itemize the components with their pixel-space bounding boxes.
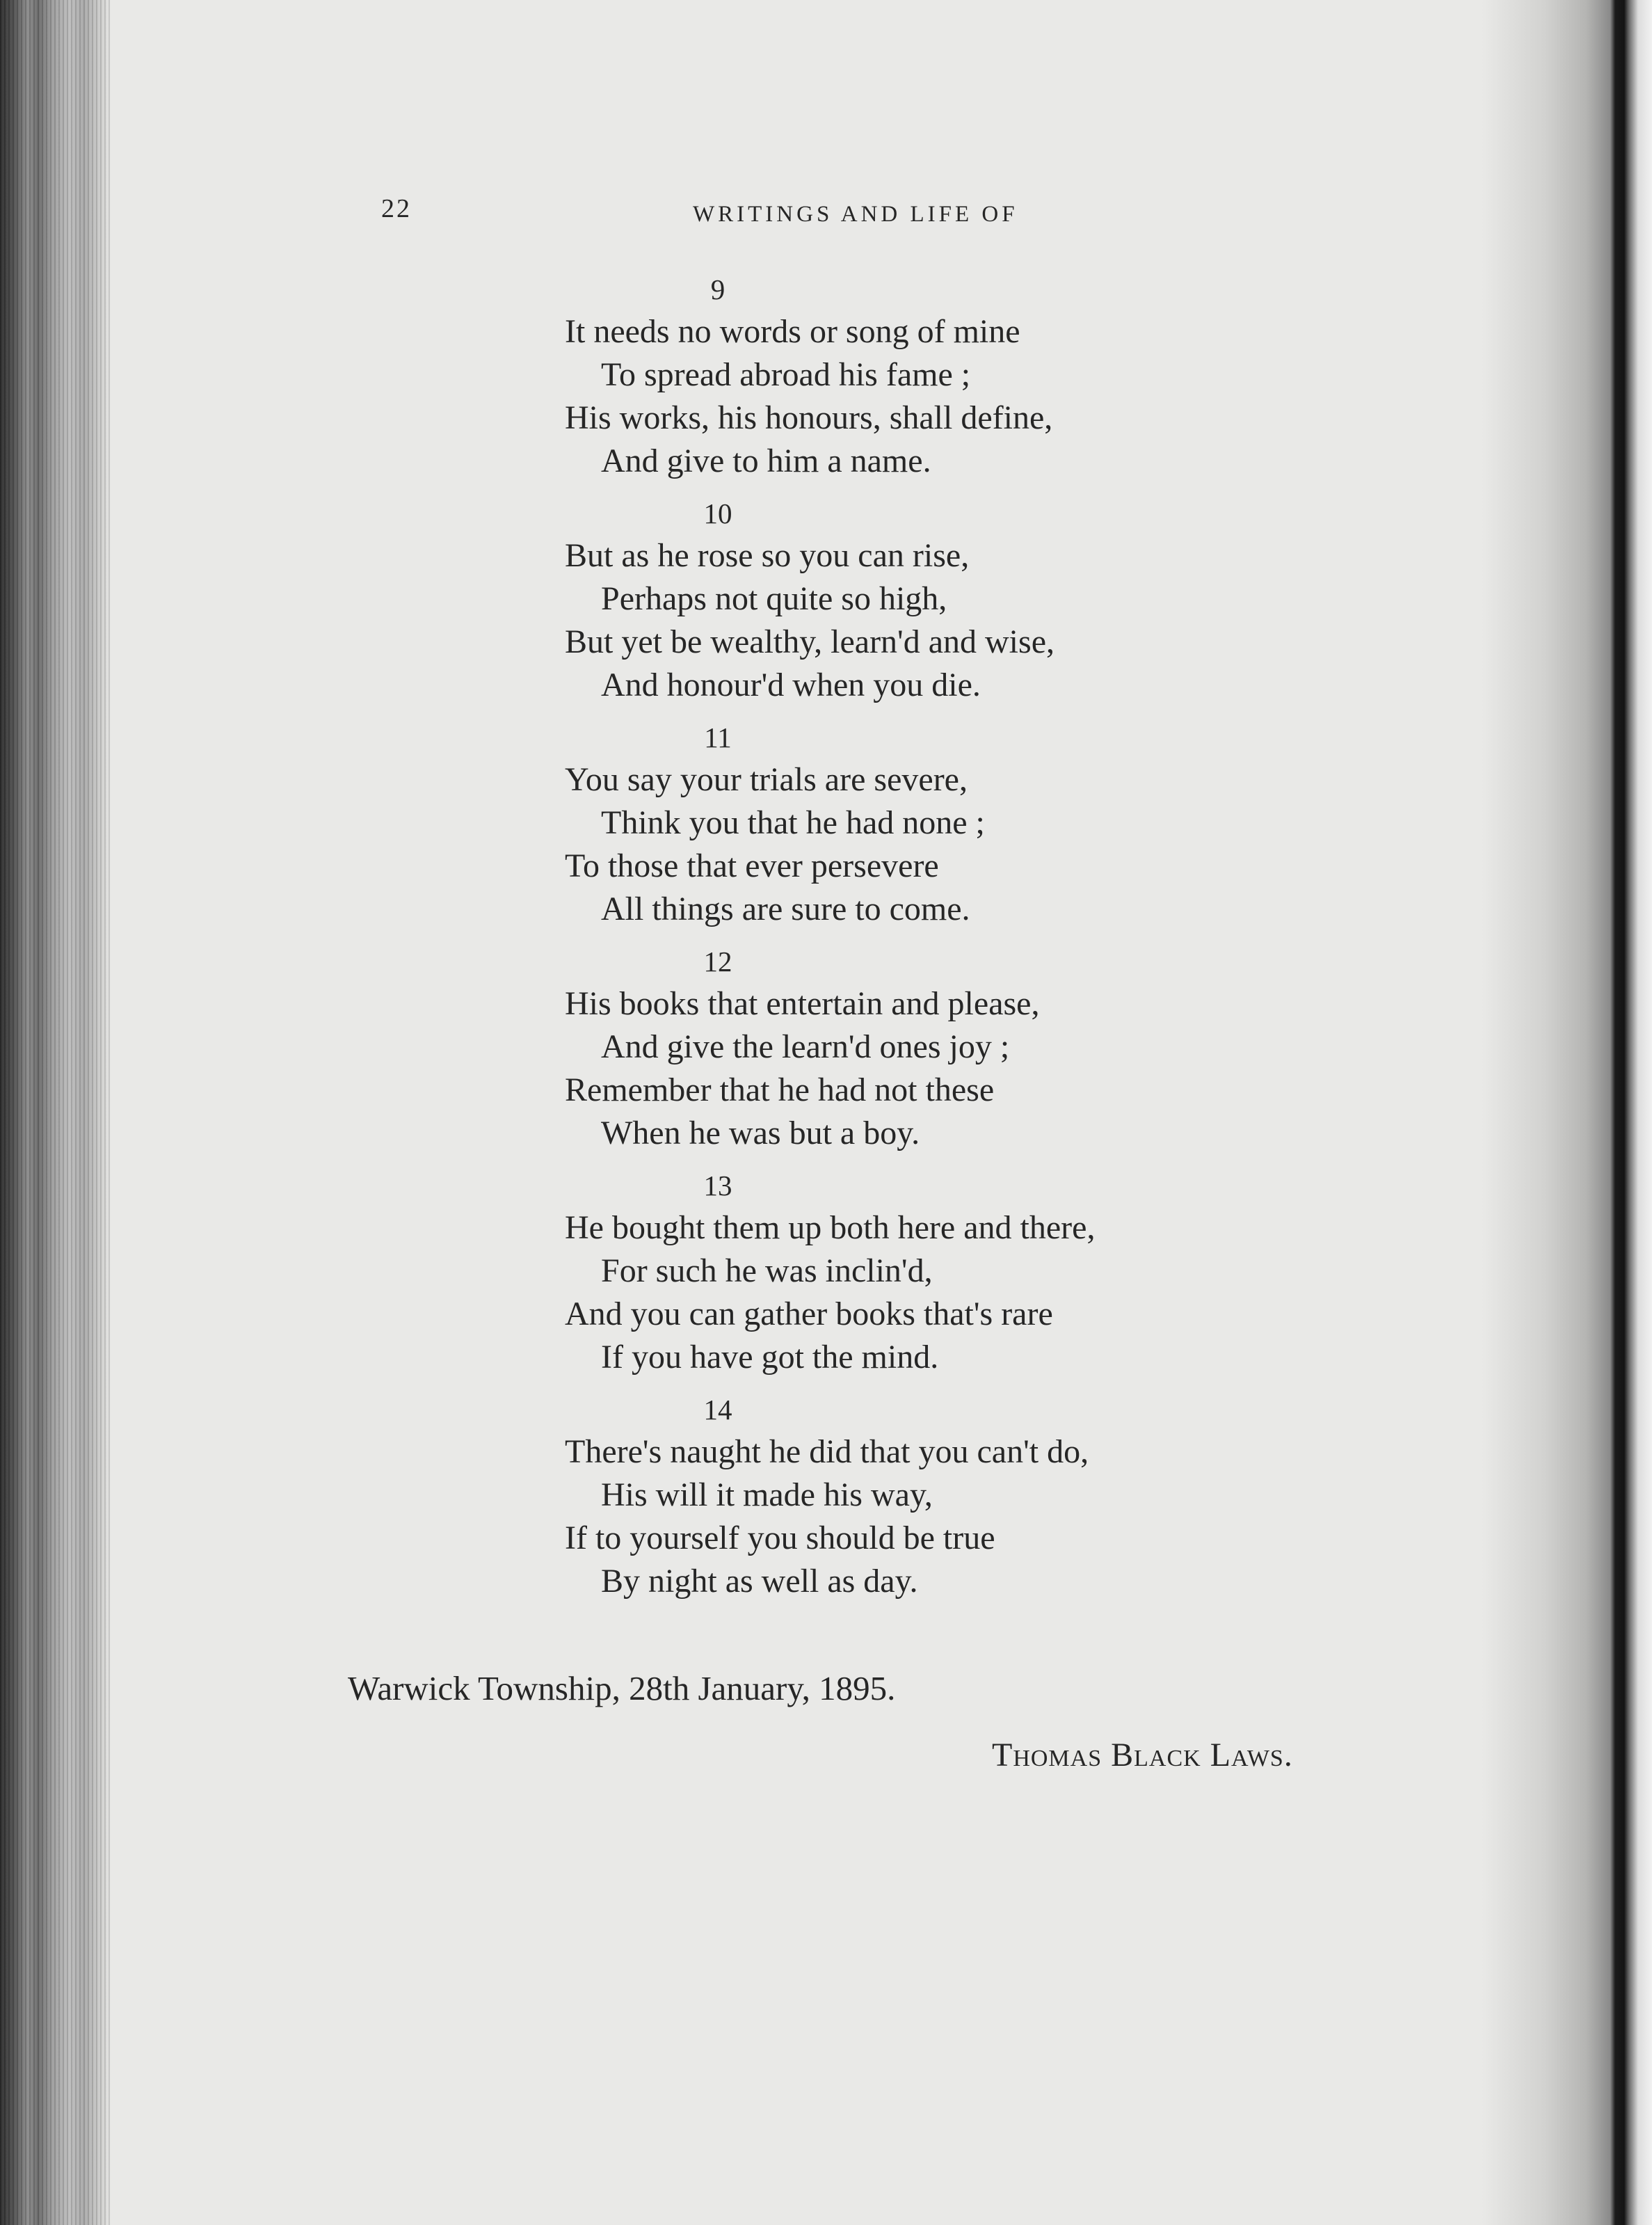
stanza-number: 9 [710, 273, 725, 305]
poem-line: Remember that he had not these [565, 1071, 995, 1108]
poem-line: And give to him a name. [601, 442, 931, 479]
stanza-number: 12 [703, 946, 732, 978]
poem-line: His books that entertain and please, [565, 985, 1040, 1022]
stanza-number: 14 [703, 1394, 732, 1426]
poem-line: But as he rose so you can rise, [565, 537, 970, 574]
stanza [565, 1165, 1260, 1379]
poem-line: To spread abroad his fame ; [601, 356, 971, 393]
poem-line: All things are sure to come. [601, 891, 970, 927]
poem-line: He bought them up both here and there, [565, 1209, 1096, 1246]
dateline: Warwick Township, 28th January, 1895. [348, 1669, 896, 1707]
stanza [565, 493, 1260, 707]
stanza [565, 717, 1260, 931]
poem-line: Think you that he had none ; [601, 804, 985, 841]
poem-line: To those that ever persevere [565, 847, 939, 884]
poem-line: By night as well as day. [601, 1563, 918, 1600]
poem-line: And you can gather books that's rare [565, 1295, 1053, 1332]
poem-line: It needs no words or song of mine [565, 313, 1020, 350]
page-number: 22 [381, 194, 412, 223]
poem-line: If to yourself you should be true [565, 1520, 995, 1556]
poem-line: His will it made his way, [601, 1476, 933, 1513]
poem-line: And honour'd when you die. [601, 667, 981, 703]
stanza-number: 13 [703, 1170, 732, 1202]
poem-line: For such he was inclin'd, [601, 1252, 933, 1289]
poem-line: And give the learn'd ones joy ; [601, 1028, 1010, 1065]
poem-line: His works, his honours, shall define, [565, 399, 1053, 436]
stanza [565, 941, 1260, 1155]
poem-line: But yet be wealthy, learn'd and wise, [565, 623, 1054, 660]
stanza-number: 10 [703, 497, 732, 529]
stanza [565, 1389, 1260, 1603]
poem-line: There's naught he did that you can't do, [565, 1433, 1089, 1470]
poem-line: When he was but a boy. [601, 1115, 920, 1151]
poem-line: Perhaps not quite so high, [601, 580, 947, 617]
stanza-number: 11 [704, 721, 732, 753]
poem-line: If you have got the mind. [601, 1339, 939, 1375]
poem [565, 269, 1260, 1603]
running-head: WRITINGS AND LIFE OF [693, 202, 1018, 227]
author-signature: Thomas Black Laws. [992, 1737, 1293, 1773]
stanza [565, 269, 1260, 483]
poem-line: You say your trials are severe, [565, 761, 968, 798]
